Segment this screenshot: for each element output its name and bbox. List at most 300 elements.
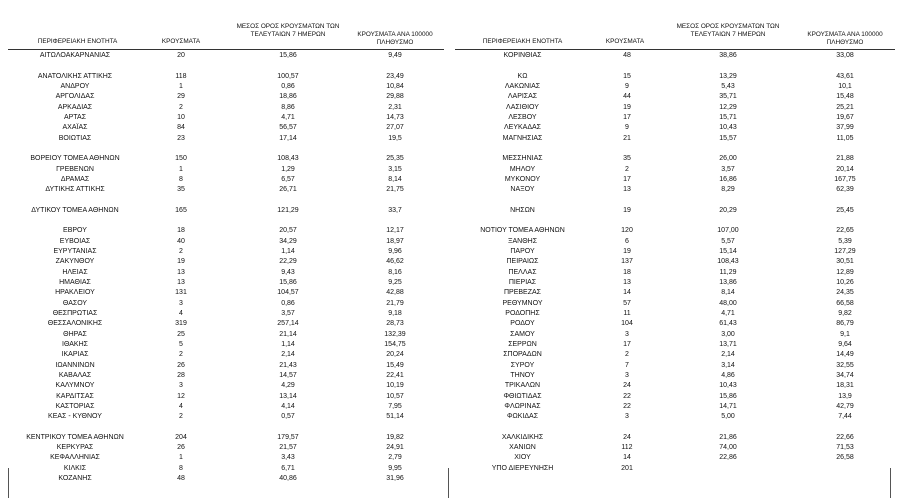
avg7-value: 20,57 bbox=[279, 227, 297, 235]
avg7-value: 10,43 bbox=[719, 382, 737, 390]
cases-value: 2 bbox=[625, 351, 629, 359]
avg7-value: 17,14 bbox=[279, 134, 297, 142]
cases-value: 23 bbox=[177, 134, 185, 142]
region-name: ΠΕΙΡΑΙΩΣ bbox=[506, 258, 539, 266]
per100k-value: 21,88 bbox=[836, 155, 854, 163]
region-name: ΣΥΡΟΥ bbox=[510, 361, 535, 369]
per100k-value: 19,82 bbox=[386, 433, 404, 441]
avg7-value: 26,71 bbox=[279, 186, 297, 194]
per100k-value: 20,24 bbox=[386, 351, 404, 359]
region-name: ΘΗΡΑΣ bbox=[63, 330, 87, 338]
avg7-value: 22,29 bbox=[279, 258, 297, 266]
region-name: ΠΙΕΡΙΑΣ bbox=[508, 279, 537, 287]
avg7-value: 15,57 bbox=[719, 134, 737, 142]
cases-value: 120 bbox=[621, 227, 633, 235]
per100k-value: 9,64 bbox=[838, 340, 852, 348]
cases-value: 131 bbox=[175, 289, 187, 297]
region-name: ΑΡΚΑΔΙΑΣ bbox=[57, 103, 93, 111]
avg7-value: 8,29 bbox=[721, 186, 735, 194]
avg7-value: 1,14 bbox=[281, 248, 295, 256]
region-name: ΗΡΑΚΛΕΙΟΥ bbox=[55, 289, 95, 297]
avg7-value: 61,43 bbox=[719, 320, 737, 328]
avg7-value: 21,14 bbox=[279, 330, 297, 338]
avg7-value: 12,29 bbox=[719, 103, 737, 111]
avg7-value: 20,29 bbox=[719, 206, 737, 214]
region-name: ΔΥΤΙΚΟΥ ΤΟΜΕΑ ΑΘΗΝΩΝ bbox=[31, 206, 119, 214]
per100k-value: 7,95 bbox=[388, 402, 402, 410]
per100k-value: 22,41 bbox=[386, 371, 404, 379]
cases-value: 2 bbox=[179, 103, 183, 111]
region-name: ΚΕΦΑΛΛΗΝΙΑΣ bbox=[50, 454, 100, 462]
cases-value: 104 bbox=[621, 320, 633, 328]
avg7-value: 35,71 bbox=[719, 93, 737, 101]
avg7-value: 3,14 bbox=[721, 361, 735, 369]
cases-value: 8 bbox=[179, 175, 183, 183]
cases-value: 57 bbox=[623, 299, 631, 307]
region-name: ΦΩΚΙΔΑΣ bbox=[506, 413, 539, 421]
per100k-value: 20,14 bbox=[836, 165, 854, 173]
region-name: ΛΑΚΩΝΙΑΣ bbox=[504, 82, 541, 90]
avg7-value: 9,43 bbox=[281, 268, 295, 276]
region-name: ΝΟΤΙΟΥ ΤΟΜΕΑ ΑΘΗΝΩΝ bbox=[480, 227, 565, 235]
cases-value: 319 bbox=[175, 320, 187, 328]
avg7-value: 3,00 bbox=[721, 330, 735, 338]
right-header-per100k: ΚΡΟΥΣΜΑΤΑ ΑΝΑ 100000 ΠΛΗΘΥΣΜΟ bbox=[807, 31, 883, 46]
region-name: ΚΕΝΤΡΙΚΟΥ ΤΟΜΕΑ ΑΘΗΝΩΝ bbox=[26, 433, 124, 441]
region-name: ΙΘΑΚΗΣ bbox=[62, 340, 88, 348]
left-header-rule bbox=[8, 49, 444, 50]
left-header-cases: ΚΡΟΥΣΜΑΤΑ bbox=[161, 38, 201, 45]
cases-value: 84 bbox=[177, 124, 185, 132]
per100k-value: 8,14 bbox=[388, 175, 402, 183]
per100k-value: 9,95 bbox=[388, 464, 402, 472]
cases-value: 19 bbox=[623, 248, 631, 256]
cases-value: 35 bbox=[177, 186, 185, 194]
region-name: ΣΑΜΟΥ bbox=[510, 330, 535, 338]
right-header-rule bbox=[455, 49, 895, 50]
region-name: ΑΙΤΩΛΟΑΚΑΡΝΑΝΙΑΣ bbox=[39, 52, 111, 59]
avg7-value: 15,86 bbox=[719, 392, 737, 400]
avg7-value: 13,71 bbox=[719, 340, 737, 348]
avg7-value: 4,29 bbox=[281, 382, 295, 390]
region-name: ΔΥΤΙΚΗΣ ΑΤΤΙΚΗΣ bbox=[45, 186, 105, 194]
region-name: ΧΑΝΙΩΝ bbox=[509, 444, 536, 452]
cases-value: 14 bbox=[623, 454, 631, 462]
cases-value: 13 bbox=[177, 279, 185, 287]
per100k-value: 86,79 bbox=[836, 320, 854, 328]
per100k-value: 27,07 bbox=[386, 124, 404, 132]
avg7-value: 21,57 bbox=[279, 444, 297, 452]
avg7-value: 107,00 bbox=[717, 227, 739, 235]
cases-value: 14 bbox=[623, 289, 631, 297]
cases-value: 3 bbox=[625, 413, 629, 421]
per100k-value: 71,53 bbox=[836, 444, 854, 452]
per100k-value: 9,82 bbox=[838, 310, 852, 317]
per100k-value: 43,61 bbox=[836, 72, 854, 80]
cases-value: 4 bbox=[179, 310, 183, 317]
avg7-value: 5,57 bbox=[721, 237, 735, 245]
avg7-value: 8,14 bbox=[721, 289, 735, 297]
cases-value: 150 bbox=[175, 155, 187, 163]
per100k-value: 28,73 bbox=[386, 320, 404, 328]
per100k-value: 66,58 bbox=[836, 299, 854, 307]
per100k-value: 25,21 bbox=[836, 103, 854, 111]
avg7-value: 6,71 bbox=[281, 464, 295, 472]
per100k-value: 12,89 bbox=[836, 268, 854, 276]
avg7-value: 2,14 bbox=[281, 351, 295, 359]
cases-value: 204 bbox=[175, 433, 187, 441]
cases-value: 22 bbox=[623, 392, 631, 400]
per100k-value: 42,88 bbox=[386, 289, 404, 297]
cases-value: 13 bbox=[623, 279, 631, 287]
per100k-value: 14,73 bbox=[386, 113, 404, 121]
cases-value: 11 bbox=[623, 310, 631, 317]
per100k-value: 9,25 bbox=[388, 279, 402, 287]
avg7-value: 16,86 bbox=[719, 175, 737, 183]
avg7-value: 74,00 bbox=[719, 444, 737, 452]
per100k-value: 19,5 bbox=[388, 134, 402, 142]
avg7-value: 104,57 bbox=[277, 289, 299, 297]
per100k-value: 25,35 bbox=[386, 155, 404, 163]
avg7-value: 4,71 bbox=[281, 113, 295, 121]
avg7-value: 34,29 bbox=[279, 237, 297, 245]
per100k-value: 10,19 bbox=[386, 382, 404, 390]
region-name: ΗΜΑΘΙΑΣ bbox=[59, 279, 91, 287]
cases-value: 165 bbox=[175, 206, 187, 214]
avg7-value: 121,29 bbox=[277, 206, 299, 214]
cases-value: 7 bbox=[625, 361, 629, 369]
cases-value: 20 bbox=[177, 52, 185, 59]
per100k-value: 9,18 bbox=[388, 310, 402, 317]
right-header-region: ΠΕΡΙΦΕΡΕΙΑΚΗ ΕΝΟΤΗΤΑ bbox=[482, 38, 563, 45]
region-name: ΦΘΙΩΤΙΔΑΣ bbox=[503, 392, 542, 400]
per100k-value: 14,49 bbox=[836, 351, 854, 359]
avg7-value: 8,86 bbox=[281, 103, 295, 111]
per100k-value: 42,79 bbox=[836, 402, 854, 410]
region-name: ΚΩ bbox=[517, 72, 528, 80]
cases-value: 2 bbox=[625, 165, 629, 173]
per100k-value: 22,66 bbox=[836, 433, 854, 441]
per100k-value: 25,45 bbox=[836, 206, 854, 214]
cases-value: 5 bbox=[179, 340, 183, 348]
per100k-value: 10,1 bbox=[838, 82, 852, 90]
avg7-value: 10,43 bbox=[719, 124, 737, 132]
per100k-value: 9,1 bbox=[840, 330, 850, 338]
mid-table-edge bbox=[448, 468, 449, 498]
region-name: ΞΑΝΘΗΣ bbox=[507, 237, 538, 245]
per100k-value: 8,16 bbox=[388, 268, 402, 276]
per100k-value: 34,74 bbox=[836, 371, 854, 379]
cases-value: 26 bbox=[177, 444, 185, 452]
per100k-value: 24,35 bbox=[836, 289, 854, 297]
avg7-value: 100,57 bbox=[277, 72, 299, 80]
region-name: ΘΕΣΣΑΛΟΝΙΚΗΣ bbox=[47, 320, 103, 328]
per100k-value: 11,05 bbox=[836, 134, 854, 142]
per100k-value: 10,26 bbox=[836, 279, 854, 287]
avg7-value: 257,14 bbox=[277, 320, 299, 328]
region-name: ΚΕΑΣ - ΚΥΘΝΟΥ bbox=[48, 413, 102, 421]
region-name: ΘΕΣΠΡΩΤΙΑΣ bbox=[52, 310, 98, 317]
cases-value: 1 bbox=[179, 82, 183, 90]
cases-value: 19 bbox=[623, 103, 631, 111]
cases-value: 2 bbox=[179, 351, 183, 359]
right-table-edge bbox=[890, 468, 891, 498]
avg7-value: 15,14 bbox=[719, 248, 737, 256]
cases-value: 26 bbox=[177, 361, 185, 369]
per100k-value: 13,9 bbox=[838, 392, 852, 400]
region-name: ΡΟΔΟΥ bbox=[510, 320, 535, 328]
region-name: ΛΑΣΙΘΙΟΥ bbox=[506, 103, 539, 111]
region-name: ΥΠΟ ΔΙΕΡΕΥΝΗΣΗ bbox=[491, 464, 554, 472]
avg7-value: 1,14 bbox=[281, 340, 295, 348]
left-header-region: ΠΕΡΙΦΕΡΕΙΑΚΗ ΕΝΟΤΗΤΑ bbox=[37, 38, 118, 45]
cases-value: 12 bbox=[177, 392, 185, 400]
region-name: ΠΑΡΟΥ bbox=[510, 248, 535, 256]
region-name: ΚΟΖΑΝΗΣ bbox=[58, 475, 92, 483]
avg7-value: 4,14 bbox=[281, 402, 295, 410]
avg7-value: 4,71 bbox=[721, 310, 735, 317]
cases-value: 21 bbox=[623, 134, 631, 142]
region-name: ΝΑΞΟΥ bbox=[510, 186, 535, 194]
region-name: ΚΙΛΚΙΣ bbox=[63, 464, 87, 472]
avg7-value: 13,86 bbox=[719, 279, 737, 287]
region-name: ΜΗΛΟΥ bbox=[509, 165, 536, 173]
per100k-value: 21,75 bbox=[386, 186, 404, 194]
cases-value: 4 bbox=[179, 402, 183, 410]
region-name: ΤΗΝΟΥ bbox=[510, 371, 535, 379]
cases-value: 2 bbox=[179, 413, 183, 421]
avg7-value: 6,57 bbox=[281, 175, 295, 183]
region-name: ΓΡΕΒΕΝΩΝ bbox=[56, 165, 94, 173]
region-name: ΑΡΓΟΛΙΔΑΣ bbox=[55, 93, 95, 101]
region-name: ΠΕΛΛΑΣ bbox=[508, 268, 537, 276]
cases-value: 25 bbox=[177, 330, 185, 338]
per100k-value: 2,31 bbox=[388, 103, 402, 111]
cases-value: 13 bbox=[623, 186, 631, 194]
cases-value: 6 bbox=[625, 237, 629, 245]
region-name: ΚΟΡΙΝΘΙΑΣ bbox=[503, 52, 542, 59]
per100k-value: 31,96 bbox=[386, 475, 404, 483]
region-name: ΘΑΣΟΥ bbox=[62, 299, 88, 307]
avg7-value: 15,86 bbox=[279, 52, 297, 59]
cases-value: 9 bbox=[625, 124, 629, 132]
region-name: ΖΑΚΥΝΘΟΥ bbox=[55, 258, 95, 266]
avg7-value: 108,43 bbox=[277, 155, 299, 163]
per100k-value: 9,49 bbox=[388, 52, 402, 59]
region-name: ΣΕΡΡΩΝ bbox=[508, 340, 537, 348]
avg7-value: 179,57 bbox=[277, 433, 299, 441]
left-header-per100k: ΚΡΟΥΣΜΑΤΑ ΑΝΑ 100000 ΠΛΗΘΥΣΜΟ bbox=[357, 31, 433, 46]
cases-value: 29 bbox=[177, 93, 185, 101]
cases-value: 44 bbox=[623, 93, 631, 101]
per100k-value: 132,39 bbox=[384, 330, 406, 338]
per100k-value: 10,84 bbox=[386, 82, 404, 90]
avg7-value: 38,86 bbox=[719, 52, 737, 59]
cases-value: 10 bbox=[177, 113, 185, 121]
avg7-value: 14,71 bbox=[719, 402, 737, 410]
per100k-value: 33,7 bbox=[388, 206, 402, 214]
region-name: ΛΕΥΚΑΔΑΣ bbox=[503, 124, 542, 132]
cases-value: 15 bbox=[623, 72, 631, 80]
avg7-value: 3,43 bbox=[281, 454, 295, 462]
per100k-value: 10,57 bbox=[386, 392, 404, 400]
region-name: ΜΑΓΝΗΣΙΑΣ bbox=[502, 134, 543, 142]
left-table-edge bbox=[8, 468, 9, 498]
region-name: ΑΧΑΪΑΣ bbox=[62, 124, 88, 132]
per100k-value: 24,91 bbox=[386, 444, 404, 452]
per100k-value: 9,96 bbox=[388, 248, 402, 256]
avg7-value: 40,86 bbox=[279, 475, 297, 483]
region-name: ΛΕΣΒΟΥ bbox=[508, 113, 537, 121]
cases-value: 18 bbox=[177, 227, 185, 235]
avg7-value: 15,71 bbox=[719, 113, 737, 121]
avg7-value: 0,86 bbox=[281, 82, 295, 90]
region-name: ΗΛΕΙΑΣ bbox=[62, 268, 88, 276]
avg7-value: 21,86 bbox=[719, 433, 737, 441]
per100k-value: 2,79 bbox=[388, 454, 402, 462]
avg7-value: 18,86 bbox=[279, 93, 297, 101]
per100k-value: 7,44 bbox=[838, 413, 852, 421]
cases-value: 17 bbox=[623, 175, 631, 183]
per100k-value: 30,51 bbox=[836, 258, 854, 266]
per100k-value: 154,75 bbox=[384, 340, 406, 348]
cases-value: 28 bbox=[177, 371, 185, 379]
region-name: ΚΑΡΔΙΤΣΑΣ bbox=[56, 392, 94, 400]
region-name: ΛΑΡΙΣΑΣ bbox=[507, 93, 538, 101]
avg7-value: 5,00 bbox=[721, 413, 735, 421]
region-name: ΔΡΑΜΑΣ bbox=[60, 175, 90, 183]
per100k-value: 127,29 bbox=[834, 248, 856, 256]
per100k-value: 37,99 bbox=[836, 124, 854, 132]
cases-value: 13 bbox=[177, 268, 185, 276]
cases-value: 1 bbox=[179, 454, 183, 462]
region-name: ΤΡΙΚΑΛΩΝ bbox=[504, 382, 541, 390]
right-header-cases: ΚΡΟΥΣΜΑΤΑ bbox=[605, 38, 645, 45]
avg7-value: 2,14 bbox=[721, 351, 735, 359]
avg7-value: 11,29 bbox=[719, 268, 737, 276]
per100k-value: 46,62 bbox=[386, 258, 404, 266]
avg7-value: 22,86 bbox=[719, 454, 737, 462]
region-name: ΠΡΕΒΕΖΑΣ bbox=[503, 289, 541, 297]
region-name: ΡΟΔΟΠΗΣ bbox=[505, 310, 540, 317]
per100k-value: 19,67 bbox=[836, 113, 854, 121]
region-name: ΝΗΣΩΝ bbox=[510, 206, 535, 214]
avg7-value: 0,86 bbox=[281, 299, 295, 307]
cases-value: 3 bbox=[179, 382, 183, 390]
cases-value: 24 bbox=[623, 382, 631, 390]
region-name: ΑΝΔΡΟΥ bbox=[60, 82, 90, 90]
cases-value: 3 bbox=[179, 299, 183, 307]
avg7-value: 13,29 bbox=[719, 72, 737, 80]
per100k-value: 22,65 bbox=[836, 227, 854, 235]
cases-value: 9 bbox=[625, 82, 629, 90]
avg7-value: 14,57 bbox=[279, 371, 297, 379]
avg7-value: 15,86 bbox=[279, 279, 297, 287]
cases-value: 40 bbox=[177, 237, 185, 245]
cases-value: 19 bbox=[177, 258, 185, 266]
region-name: ΑΝΑΤΟΛΙΚΗΣ ΑΤΤΙΚΗΣ bbox=[37, 72, 113, 80]
per100k-value: 12,17 bbox=[386, 227, 404, 235]
cases-value: 18 bbox=[623, 268, 631, 276]
avg7-value: 0,57 bbox=[281, 413, 295, 421]
region-name: ΚΕΡΚΥΡΑΣ bbox=[56, 444, 94, 452]
per100k-value: 33,08 bbox=[836, 52, 854, 59]
region-name: ΡΕΘΥΜΝΟΥ bbox=[502, 299, 543, 307]
region-name: ΚΑΒΑΛΑΣ bbox=[58, 371, 92, 379]
region-name: ΚΑΛΥΜΝΟΥ bbox=[55, 382, 95, 390]
right-header-avg7: ΜΕΣΟΣ ΟΡΟΣ ΚΡΟΥΣΜΑΤΩΝ ΤΩΝ ΤΕΛΕΥΤΑΙΩΝ 7 ΗΜΕΡΩΝ bbox=[676, 23, 780, 38]
region-name: ΕΒΡΟΥ bbox=[63, 227, 87, 235]
avg7-value: 26,00 bbox=[719, 155, 737, 163]
avg7-value: 5,43 bbox=[721, 82, 735, 90]
region-name: ΙΩΑΝΝΙΝΩΝ bbox=[55, 361, 95, 369]
region-name: ΚΑΣΤΟΡΙΑΣ bbox=[55, 402, 95, 410]
region-name: ΑΡΤΑΣ bbox=[63, 113, 87, 121]
per100k-value: 29,88 bbox=[386, 93, 404, 101]
per100k-value: 26,58 bbox=[836, 454, 854, 462]
per100k-value: 3,15 bbox=[388, 165, 402, 173]
region-name: ΒΟΙΩΤΙΑΣ bbox=[58, 134, 92, 142]
region-name: ΙΚΑΡΙΑΣ bbox=[61, 351, 89, 359]
cases-value: 118 bbox=[175, 72, 187, 80]
region-name: ΕΥΒΟΙΑΣ bbox=[59, 237, 91, 245]
per100k-value: 62,39 bbox=[836, 186, 854, 194]
per100k-value: 21,79 bbox=[386, 299, 404, 307]
per100k-value: 23,49 bbox=[386, 72, 404, 80]
cases-value: 201 bbox=[621, 464, 633, 472]
avg7-value: 48,00 bbox=[719, 299, 737, 307]
cases-value: 24 bbox=[623, 433, 631, 441]
region-name: ΒΟΡΕΙΟΥ ΤΟΜΕΑ ΑΘΗΝΩΝ bbox=[30, 155, 120, 163]
avg7-value: 56,57 bbox=[279, 124, 297, 132]
region-name: ΣΠΟΡΑΔΩΝ bbox=[503, 351, 542, 359]
cases-value: 137 bbox=[621, 258, 633, 266]
avg7-value: 108,43 bbox=[717, 258, 739, 266]
cases-value: 112 bbox=[621, 444, 633, 452]
cases-value: 22 bbox=[623, 402, 631, 410]
cases-value: 48 bbox=[623, 52, 631, 59]
per100k-value: 18,97 bbox=[386, 237, 404, 245]
avg7-value: 4,86 bbox=[721, 371, 735, 379]
avg7-value: 3,57 bbox=[721, 165, 735, 173]
avg7-value: 13,14 bbox=[279, 392, 297, 400]
region-name: ΦΛΩΡΙΝΑΣ bbox=[504, 402, 541, 410]
cases-value: 35 bbox=[623, 155, 631, 163]
cases-value: 3 bbox=[625, 371, 629, 379]
region-name: ΕΥΡΥΤΑΝΙΑΣ bbox=[53, 248, 97, 256]
cases-value: 3 bbox=[625, 330, 629, 338]
per100k-value: 167,75 bbox=[834, 175, 856, 183]
cases-value: 2 bbox=[179, 248, 183, 256]
cases-value: 48 bbox=[177, 475, 185, 483]
avg7-value: 21,43 bbox=[279, 361, 297, 369]
region-name: ΜΕΣΣΗΝΙΑΣ bbox=[502, 155, 543, 163]
per100k-value: 15,49 bbox=[386, 361, 404, 369]
per100k-value: 5,39 bbox=[838, 237, 852, 245]
per100k-value: 15,48 bbox=[836, 93, 854, 101]
cases-value: 19 bbox=[623, 206, 631, 214]
cases-value: 1 bbox=[179, 165, 183, 173]
avg7-value: 1,29 bbox=[281, 165, 295, 173]
per100k-value: 18,31 bbox=[836, 382, 854, 390]
left-header-avg7: ΜΕΣΟΣ ΟΡΟΣ ΚΡΟΥΣΜΑΤΩΝ ΤΩΝ ΤΕΛΕΥΤΑΙΩΝ 7 ΗΜΕΡΩΝ bbox=[236, 23, 340, 38]
cases-value: 8 bbox=[179, 464, 183, 472]
per100k-value: 32,55 bbox=[836, 361, 854, 369]
region-name: ΜΥΚΟΝΟΥ bbox=[504, 175, 541, 183]
region-name: ΧΙΟΥ bbox=[514, 454, 531, 462]
cases-value: 17 bbox=[623, 113, 631, 121]
per100k-value: 51,14 bbox=[386, 413, 404, 421]
